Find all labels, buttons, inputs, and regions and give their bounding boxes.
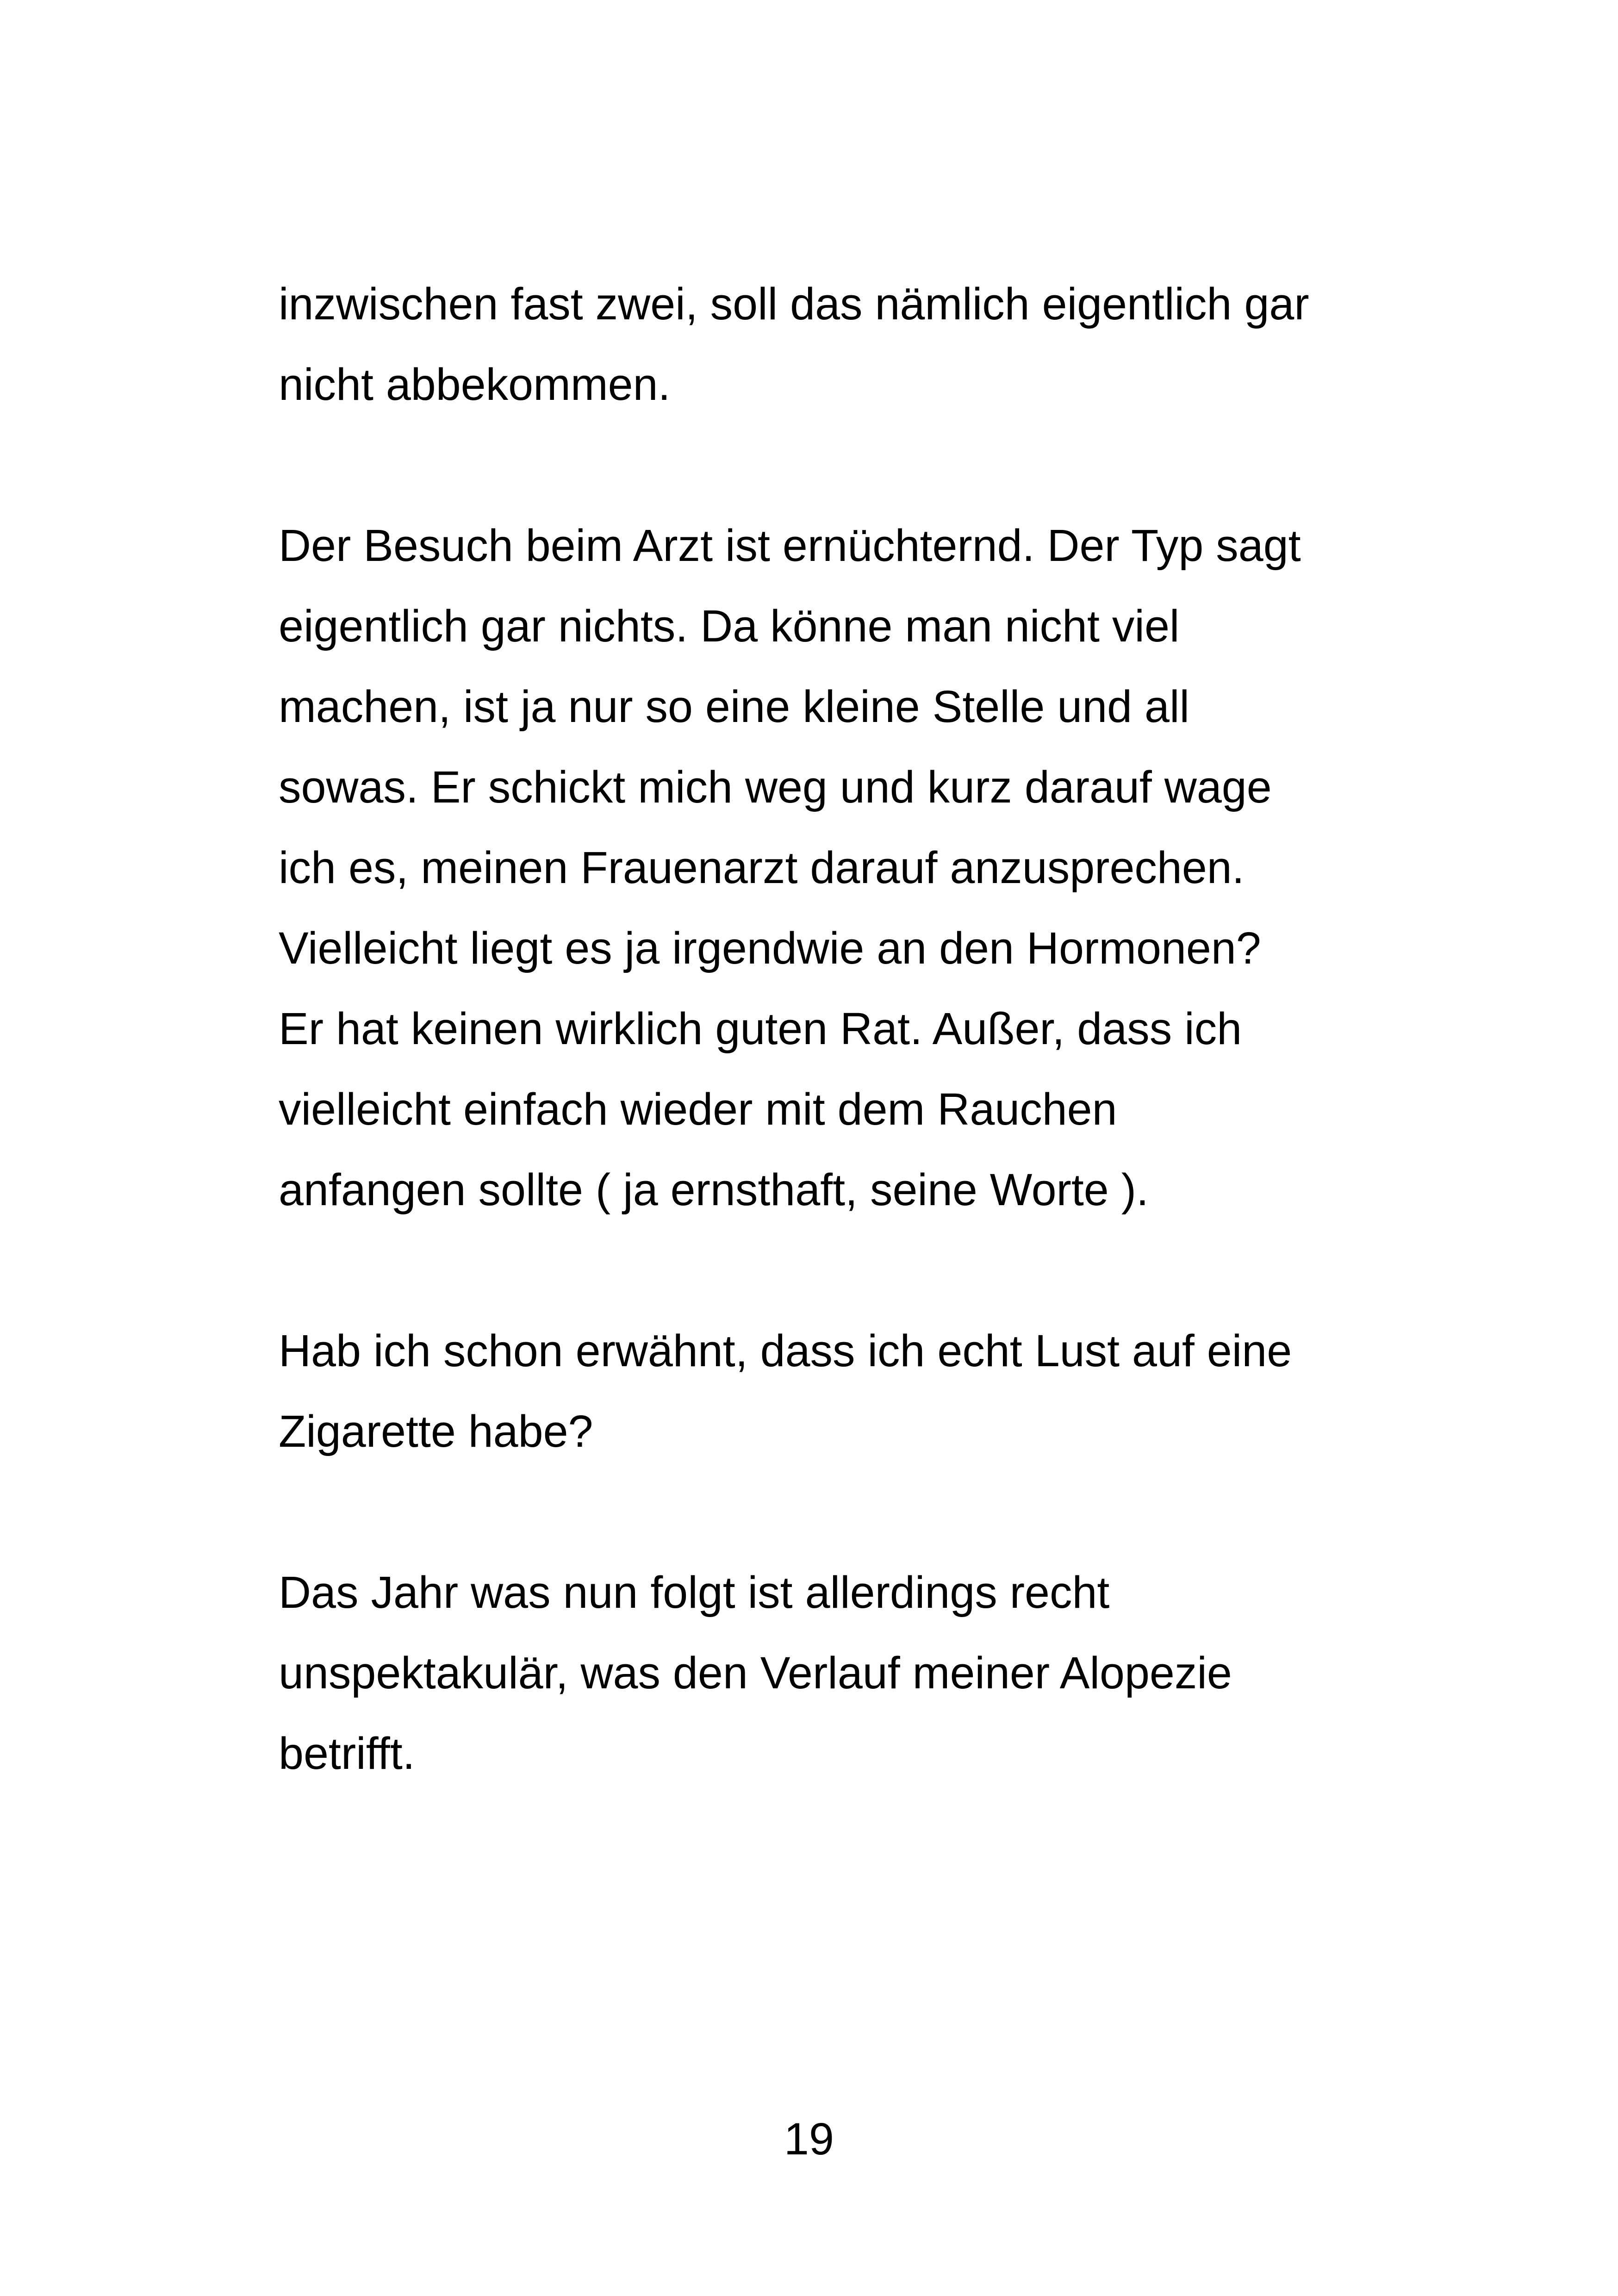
text-line: Hab ich schon erwähnt, dass ich echt Lust auf eine xyxy=(279,1325,1292,1376)
text-line: Er hat keinen wirklich guten Rat. Außer, dass ich xyxy=(279,1003,1242,1054)
paragraph-3 xyxy=(279,1311,1389,1472)
text-line: vielleicht einfach wieder mit dem Rauchen xyxy=(279,1084,1117,1134)
text-line: betrifft. xyxy=(279,1728,415,1779)
text-line: Das Jahr was nun folgt ist allerdings recht xyxy=(279,1567,1110,1618)
paragraph-4 xyxy=(279,1552,1389,1794)
text-line: eigentlich gar nichts. Da könne man nicht viel xyxy=(279,601,1180,651)
text-line: machen, ist ja nur so eine kleine Stelle und all xyxy=(279,681,1190,732)
text-line: Zigarette habe? xyxy=(279,1406,593,1456)
body-text xyxy=(279,264,1389,1794)
text-line: Vielleicht liegt es ja irgendwie an den Hormonen? xyxy=(279,923,1261,973)
text-line: nicht abbekommen. xyxy=(279,359,671,410)
text-line: Der Besuch beim Arzt ist ernüchternd. Der Typ sagt xyxy=(279,520,1301,571)
text-line: anfangen sollte ( ja ernsthaft, seine Worte ). xyxy=(279,1164,1149,1215)
text-line: inzwischen fast zwei, soll das nämlich eigentlich gar xyxy=(279,279,1309,329)
text-line: ich es, meinen Frauenarzt darauf anzusprechen. xyxy=(279,842,1245,893)
paragraph-1 xyxy=(279,264,1389,425)
page-number: 19 xyxy=(784,2114,834,2164)
text-line: unspektakulär, was den Verlauf meiner Alopezie xyxy=(279,1648,1232,1698)
text-line: sowas. Er schickt mich weg und kurz darauf wage xyxy=(279,762,1272,812)
paragraph-2 xyxy=(279,505,1389,1230)
